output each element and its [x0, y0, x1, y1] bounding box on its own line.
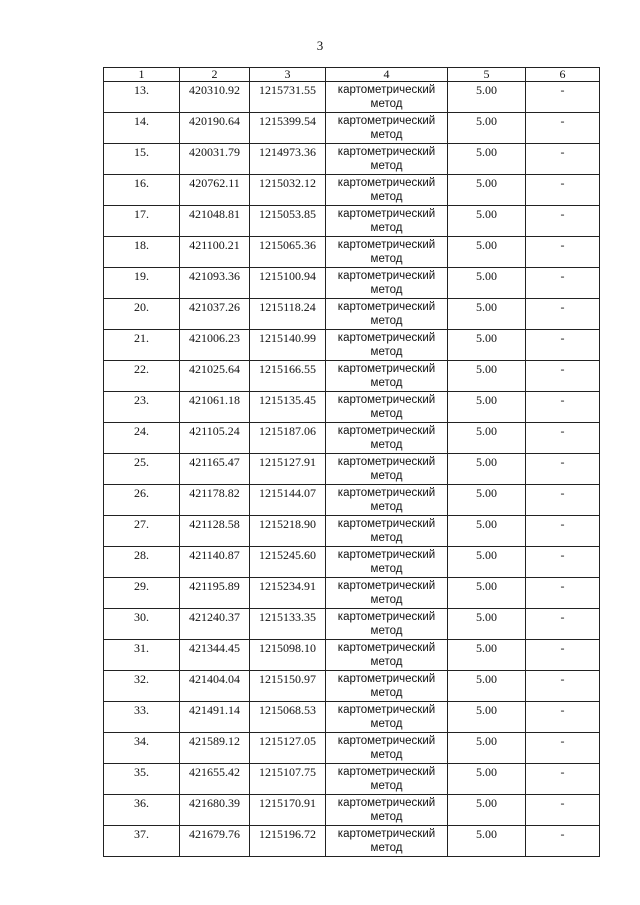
- table-row: [104, 237, 600, 268]
- method-line-1: картометрический: [337, 549, 436, 561]
- x-coordinate-cell: 421178.82: [180, 485, 250, 516]
- method-cell: [326, 206, 448, 237]
- x-coordinate-cell: 421128.58: [180, 516, 250, 547]
- point-number-cell: 24.: [104, 423, 180, 454]
- accuracy-cell: 5.00: [448, 733, 526, 764]
- table-row: [104, 609, 600, 640]
- method-line-2: метод: [370, 718, 403, 730]
- method-cell: [326, 795, 448, 826]
- y-coordinate-cell: 1215234.91: [250, 578, 326, 609]
- point-number-cell: 22.: [104, 361, 180, 392]
- note-cell: -: [526, 361, 600, 392]
- method-cell: [326, 516, 448, 547]
- point-number-cell: 17.: [104, 206, 180, 237]
- method-cell: [326, 826, 448, 857]
- column-header-4: 4: [326, 68, 448, 82]
- method-line-1: картометрический: [337, 580, 436, 592]
- method-line-1: картометрический: [337, 239, 436, 251]
- point-number-cell: 16.: [104, 175, 180, 206]
- method-line-2: метод: [370, 315, 403, 327]
- coordinates-table: [103, 67, 600, 857]
- accuracy-cell: 5.00: [448, 609, 526, 640]
- accuracy-cell: 5.00: [448, 237, 526, 268]
- accuracy-cell: 5.00: [448, 299, 526, 330]
- accuracy-cell: 5.00: [448, 82, 526, 113]
- method-cell: [326, 454, 448, 485]
- method-cell: [326, 671, 448, 702]
- method-line-1: картометрический: [337, 797, 436, 809]
- x-coordinate-cell: 421679.76: [180, 826, 250, 857]
- point-number-cell: 31.: [104, 640, 180, 671]
- accuracy-cell: 5.00: [448, 113, 526, 144]
- method-line-1: картометрический: [337, 487, 436, 499]
- x-coordinate-cell: 421680.39: [180, 795, 250, 826]
- note-cell: -: [526, 144, 600, 175]
- method-cell: [326, 144, 448, 175]
- note-cell: -: [526, 113, 600, 144]
- note-cell: -: [526, 423, 600, 454]
- table-row: [104, 423, 600, 454]
- y-coordinate-cell: 1215399.54: [250, 113, 326, 144]
- method-line-1: картометрический: [337, 735, 436, 747]
- x-coordinate-cell: 421240.37: [180, 609, 250, 640]
- accuracy-cell: 5.00: [448, 454, 526, 485]
- method-line-2: метод: [370, 656, 403, 668]
- y-coordinate-cell: 1215187.06: [250, 423, 326, 454]
- point-number-cell: 30.: [104, 609, 180, 640]
- y-coordinate-cell: 1215107.75: [250, 764, 326, 795]
- note-cell: -: [526, 826, 600, 857]
- method-line-2: метод: [370, 625, 403, 637]
- method-line-1: картометрический: [337, 518, 436, 530]
- y-coordinate-cell: 1215053.85: [250, 206, 326, 237]
- note-cell: -: [526, 485, 600, 516]
- point-number-cell: 23.: [104, 392, 180, 423]
- table-row: [104, 795, 600, 826]
- note-cell: -: [526, 516, 600, 547]
- table-row: [104, 516, 600, 547]
- method-line-2: метод: [370, 191, 403, 203]
- x-coordinate-cell: 421105.24: [180, 423, 250, 454]
- point-number-cell: 18.: [104, 237, 180, 268]
- x-coordinate-cell: 421655.42: [180, 764, 250, 795]
- note-cell: -: [526, 454, 600, 485]
- method-line-2: метод: [370, 439, 403, 451]
- note-cell: -: [526, 330, 600, 361]
- point-number-cell: 14.: [104, 113, 180, 144]
- x-coordinate-cell: 421491.14: [180, 702, 250, 733]
- point-number-cell: 29.: [104, 578, 180, 609]
- y-coordinate-cell: 1215170.91: [250, 795, 326, 826]
- accuracy-cell: 5.00: [448, 423, 526, 454]
- method-line-1: картометрический: [337, 704, 436, 716]
- accuracy-cell: 5.00: [448, 516, 526, 547]
- accuracy-cell: 5.00: [448, 640, 526, 671]
- accuracy-cell: 5.00: [448, 485, 526, 516]
- column-header-3: 3: [250, 68, 326, 82]
- method-line-1: картометрический: [337, 84, 436, 96]
- method-cell: [326, 485, 448, 516]
- accuracy-cell: 5.00: [448, 392, 526, 423]
- note-cell: -: [526, 702, 600, 733]
- y-coordinate-cell: 1215068.53: [250, 702, 326, 733]
- y-coordinate-cell: 1215098.10: [250, 640, 326, 671]
- column-header-1: 1: [104, 68, 180, 82]
- accuracy-cell: 5.00: [448, 671, 526, 702]
- x-coordinate-cell: 421037.26: [180, 299, 250, 330]
- table-row: [104, 113, 600, 144]
- point-number-cell: 34.: [104, 733, 180, 764]
- method-cell: [326, 113, 448, 144]
- x-coordinate-cell: 421006.23: [180, 330, 250, 361]
- table-row: [104, 144, 600, 175]
- table-row: [104, 578, 600, 609]
- method-cell: [326, 268, 448, 299]
- note-cell: -: [526, 547, 600, 578]
- y-coordinate-cell: 1215218.90: [250, 516, 326, 547]
- accuracy-cell: 5.00: [448, 826, 526, 857]
- y-coordinate-cell: 1215144.07: [250, 485, 326, 516]
- point-number-cell: 28.: [104, 547, 180, 578]
- table-row: [104, 82, 600, 113]
- note-cell: -: [526, 268, 600, 299]
- method-line-2: метод: [370, 749, 403, 761]
- x-coordinate-cell: 421344.45: [180, 640, 250, 671]
- method-cell: [326, 578, 448, 609]
- table-row: [104, 330, 600, 361]
- point-number-cell: 37.: [104, 826, 180, 857]
- method-line-1: картометрический: [337, 828, 436, 840]
- x-coordinate-cell: 421061.18: [180, 392, 250, 423]
- table-row: [104, 547, 600, 578]
- y-coordinate-cell: 1215731.55: [250, 82, 326, 113]
- table-row: [104, 268, 600, 299]
- point-number-cell: 35.: [104, 764, 180, 795]
- note-cell: -: [526, 578, 600, 609]
- method-cell: [326, 361, 448, 392]
- y-coordinate-cell: 1215100.94: [250, 268, 326, 299]
- table-row: [104, 640, 600, 671]
- note-cell: -: [526, 671, 600, 702]
- accuracy-cell: 5.00: [448, 795, 526, 826]
- method-line-1: картометрический: [337, 456, 436, 468]
- x-coordinate-cell: 420190.64: [180, 113, 250, 144]
- note-cell: -: [526, 299, 600, 330]
- method-line-2: метод: [370, 284, 403, 296]
- method-line-2: метод: [370, 160, 403, 172]
- x-coordinate-cell: 421025.64: [180, 361, 250, 392]
- table-row: [104, 361, 600, 392]
- point-number-cell: 33.: [104, 702, 180, 733]
- method-line-1: картометрический: [337, 766, 436, 778]
- note-cell: -: [526, 237, 600, 268]
- x-coordinate-cell: 420762.11: [180, 175, 250, 206]
- table-row: [104, 454, 600, 485]
- method-line-2: метод: [370, 811, 403, 823]
- method-line-1: картометрический: [337, 270, 436, 282]
- y-coordinate-cell: 1214973.36: [250, 144, 326, 175]
- note-cell: -: [526, 640, 600, 671]
- x-coordinate-cell: 420031.79: [180, 144, 250, 175]
- method-line-1: картометрический: [337, 673, 436, 685]
- x-coordinate-cell: 421093.36: [180, 268, 250, 299]
- y-coordinate-cell: 1215133.35: [250, 609, 326, 640]
- table-row: [104, 392, 600, 423]
- accuracy-cell: 5.00: [448, 175, 526, 206]
- method-line-2: метод: [370, 594, 403, 606]
- y-coordinate-cell: 1215140.99: [250, 330, 326, 361]
- x-coordinate-cell: 421100.21: [180, 237, 250, 268]
- method-line-1: картометрический: [337, 146, 436, 158]
- note-cell: -: [526, 795, 600, 826]
- table-row: [104, 485, 600, 516]
- y-coordinate-cell: 1215118.24: [250, 299, 326, 330]
- accuracy-cell: 5.00: [448, 764, 526, 795]
- method-cell: [326, 299, 448, 330]
- method-line-1: картометрический: [337, 115, 436, 127]
- x-coordinate-cell: 421589.12: [180, 733, 250, 764]
- x-coordinate-cell: 420310.92: [180, 82, 250, 113]
- page-number: 3: [316, 38, 324, 53]
- table-row: [104, 671, 600, 702]
- method-line-2: метод: [370, 842, 403, 854]
- x-coordinate-cell: 421195.89: [180, 578, 250, 609]
- point-number-cell: 36.: [104, 795, 180, 826]
- point-number-cell: 21.: [104, 330, 180, 361]
- table-row: [104, 826, 600, 857]
- accuracy-cell: 5.00: [448, 268, 526, 299]
- point-number-cell: 25.: [104, 454, 180, 485]
- method-cell: [326, 702, 448, 733]
- y-coordinate-cell: 1215127.91: [250, 454, 326, 485]
- method-line-2: метод: [370, 222, 403, 234]
- method-line-2: метод: [370, 346, 403, 358]
- x-coordinate-cell: 421140.87: [180, 547, 250, 578]
- note-cell: -: [526, 764, 600, 795]
- method-line-2: метод: [370, 129, 403, 141]
- accuracy-cell: 5.00: [448, 206, 526, 237]
- method-line-1: картометрический: [337, 394, 436, 406]
- note-cell: -: [526, 392, 600, 423]
- method-cell: [326, 330, 448, 361]
- method-cell: [326, 237, 448, 268]
- table-row: [104, 764, 600, 795]
- point-number-cell: 27.: [104, 516, 180, 547]
- method-line-2: метод: [370, 98, 403, 110]
- method-cell: [326, 640, 448, 671]
- method-line-2: метод: [370, 780, 403, 792]
- y-coordinate-cell: 1215245.60: [250, 547, 326, 578]
- method-cell: [326, 547, 448, 578]
- point-number-cell: 20.: [104, 299, 180, 330]
- method-line-1: картометрический: [337, 301, 436, 313]
- column-header-2: 2: [180, 68, 250, 82]
- accuracy-cell: 5.00: [448, 547, 526, 578]
- y-coordinate-cell: 1215196.72: [250, 826, 326, 857]
- method-cell: [326, 764, 448, 795]
- method-cell: [326, 82, 448, 113]
- y-coordinate-cell: 1215127.05: [250, 733, 326, 764]
- x-coordinate-cell: 421404.04: [180, 671, 250, 702]
- point-number-cell: 15.: [104, 144, 180, 175]
- method-line-1: картометрический: [337, 363, 436, 375]
- method-line-2: метод: [370, 563, 403, 575]
- accuracy-cell: 5.00: [448, 361, 526, 392]
- note-cell: -: [526, 206, 600, 237]
- method-line-1: картометрический: [337, 332, 436, 344]
- method-cell: [326, 392, 448, 423]
- method-line-1: картометрический: [337, 177, 436, 189]
- y-coordinate-cell: 1215065.36: [250, 237, 326, 268]
- accuracy-cell: 5.00: [448, 330, 526, 361]
- x-coordinate-cell: 421165.47: [180, 454, 250, 485]
- method-line-1: картометрический: [337, 208, 436, 220]
- note-cell: -: [526, 609, 600, 640]
- accuracy-cell: 5.00: [448, 144, 526, 175]
- y-coordinate-cell: 1215032.12: [250, 175, 326, 206]
- table-body: [104, 82, 600, 857]
- note-cell: -: [526, 82, 600, 113]
- point-number-cell: 26.: [104, 485, 180, 516]
- accuracy-cell: 5.00: [448, 702, 526, 733]
- column-header-6: 6: [526, 68, 600, 82]
- method-cell: [326, 733, 448, 764]
- y-coordinate-cell: 1215166.55: [250, 361, 326, 392]
- method-line-1: картометрический: [337, 425, 436, 437]
- method-line-2: метод: [370, 532, 403, 544]
- accuracy-cell: 5.00: [448, 578, 526, 609]
- x-coordinate-cell: 421048.81: [180, 206, 250, 237]
- method-line-1: картометрический: [337, 611, 436, 623]
- table-row: [104, 206, 600, 237]
- table-row: [104, 733, 600, 764]
- method-line-2: метод: [370, 470, 403, 482]
- point-number-cell: 19.: [104, 268, 180, 299]
- table-row: [104, 702, 600, 733]
- method-cell: [326, 175, 448, 206]
- table-header-row: [104, 68, 600, 82]
- method-line-1: картометрический: [337, 642, 436, 654]
- point-number-cell: 13.: [104, 82, 180, 113]
- method-line-2: метод: [370, 253, 403, 265]
- table-row: [104, 175, 600, 206]
- method-cell: [326, 609, 448, 640]
- y-coordinate-cell: 1215135.45: [250, 392, 326, 423]
- point-number-cell: 32.: [104, 671, 180, 702]
- method-cell: [326, 423, 448, 454]
- method-line-2: метод: [370, 377, 403, 389]
- method-line-2: метод: [370, 408, 403, 420]
- method-line-2: метод: [370, 687, 403, 699]
- column-header-5: 5: [448, 68, 526, 82]
- note-cell: -: [526, 733, 600, 764]
- y-coordinate-cell: 1215150.97: [250, 671, 326, 702]
- note-cell: -: [526, 175, 600, 206]
- table-row: [104, 299, 600, 330]
- method-line-2: метод: [370, 501, 403, 513]
